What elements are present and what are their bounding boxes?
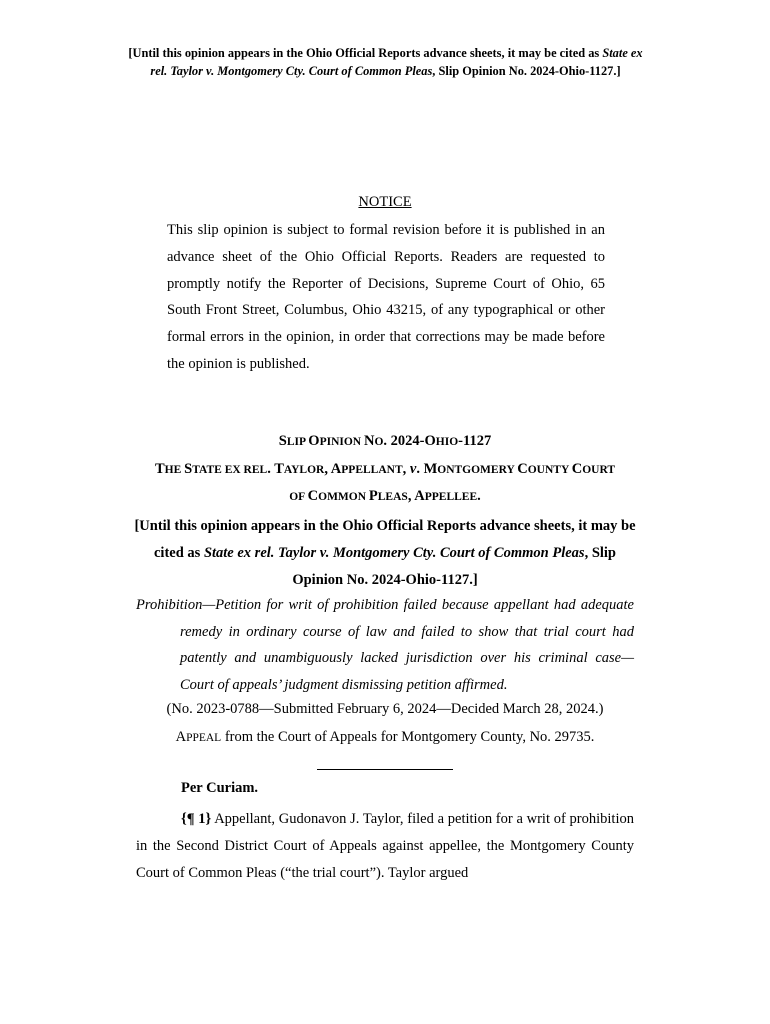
section-divider <box>317 769 453 770</box>
appeal-line: APPEAL from the Court of Appeals for Montgomery County, No. 29735. <box>175 729 595 745</box>
case-parties-line-2: OF COMMON PLEAS, APPELLEE. <box>289 488 481 504</box>
notice-title: NOTICE <box>358 194 412 210</box>
paragraph-text: Appellant, Gudonavon J. Taylor, filed a petition for a writ of prohibition in the Second District Court of Appeals against appellee, the Montgomery County Court of Common Pleas (“the trial court”). Taylor argued <box>136 811 634 881</box>
citation-header-note <box>128 44 643 80</box>
slip-opinion-number: SLIP OPINION NO. 2024-OHIO-1127 <box>278 433 492 449</box>
header-note-suffix: , Slip Opinion No. 2024-Ohio-1127.] <box>432 64 621 78</box>
per-curiam-heading: Per Curiam. <box>181 780 259 796</box>
syllabus: Prohibition—Petition for writ of prohibition failed because appellant had adequate remedy in ordinary course of law and failed to show that trial court had patently and unambiguously lacked jurisdiction over his criminal case—Court of appeals’ judgment dismissing petition affirmed. <box>136 597 634 693</box>
cite-case-name: State ex rel. Taylor v. Montgomery Cty. Court of Common Pleas <box>203 545 585 561</box>
opinion-paragraph-1 <box>136 806 634 887</box>
notice-text: This slip opinion is subject to formal revision before it is published in an advance sheet of the Ohio Official Reports. Readers are requested to promptly notify the Reporter of Decisions, Supreme Court of Ohio, 65 South Front Street, Columbus, Ohio 43215, of any typographical or other formal errors in the opinion, in order that corrections may be made before the opinion is published. <box>167 222 605 372</box>
paragraph-marker: {¶ 1} <box>181 811 212 827</box>
header-note-case-name: State ex rel. Taylor v. Montgomery Cty. Court of Common Pleas <box>150 46 643 78</box>
header-note-prefix: [Until this opinion appears in the Ohio Official Reports advance sheets, it may be cited as <box>128 46 603 60</box>
case-dates: (No. 2023-0788—Submitted February 6, 2024—Decided March 28, 2024.) <box>166 701 604 717</box>
case-parties-line-1: THE STATE EX REL. TAYLOR, APPELLANT, v. MONTGOMERY COUNTY COURT <box>154 461 616 477</box>
citation-notice-block: [Until this opinion appears in the Ohio Official Reports advance sheets, it may be cited as State ex rel. Taylor v. Montgomery Cty. Court of Common Pleas, Slip Opinion No. 2024-Ohio-1127.] <box>134 518 636 588</box>
